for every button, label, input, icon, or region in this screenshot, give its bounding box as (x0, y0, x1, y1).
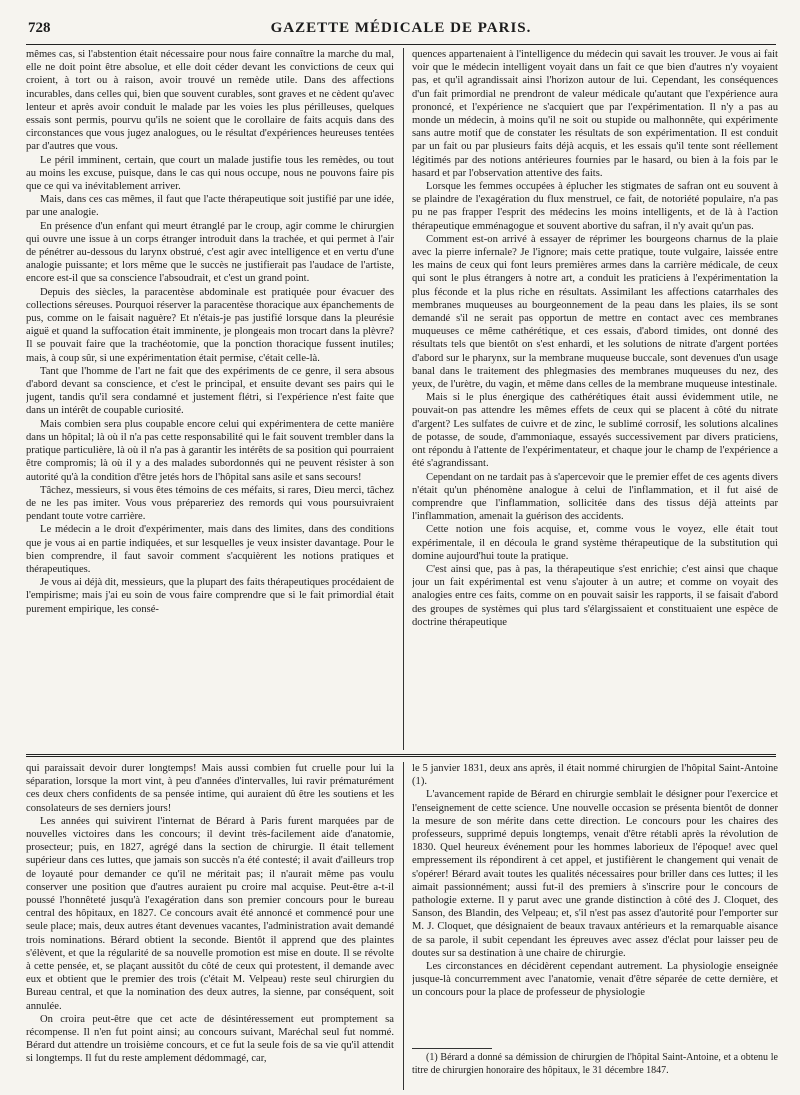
paragraph: Lorsque les femmes occupées à éplucher les stigmates de safran ont eu souvent à se plaindre de l'exagération du flux menstruel, ce fait, de notoriété populaire, n'a pas pu ne pas frapper l'esprit des médecins les moins intelligents, et de là à l'action thérapeutique emménagogue et souvent abortive du safran, il n'y avait qu'un pas. (412, 181, 778, 232)
paragraph: On croira peut-être que cet acte de désintéressement eut promptement sa récompense. Il n'en fut point ainsi; au concours suivant, Maréchal seul fut nommé. Bérard dut attendre un troisième concours, et ce fut la seule fois de sa vie qu'il attendit si longtemps. Il fut du reste amplement dédommagé, car, (26, 1013, 394, 1065)
paragraph: le 5 janvier 1831, deux ans après, il était nommé chirurgien de l'hôpital Saint-Antoine (1). (412, 763, 778, 788)
footnote (412, 1052, 778, 1077)
page-header (26, 14, 776, 45)
paragraph: En présence d'un enfant qui meurt étranglé par le croup, agir comme le chirurgien qui ouvre une issue à un corps étranger introduit dans la trachée, et qui permet à l'air de pénétrer au-dessous du larynx obstrué, c'est agir avec intelligence et en vertu d'une analogie puissante; et lors même que le succès ne justifierait pas l'audace de l'artiste, encore est-il que sa conscience l'absoudrait, et c'est un grand point. (26, 220, 394, 285)
paragraph: Depuis des siècles, la paracentèse abdominale est pratiquée pour évacuer des collections séreuses. Pourquoi réserver la paracentèse thoracique aux épanchements de pus, comme on le faisait naguère? Et n'étais-je pas justifié lorsque dans la pleurésie aiguë et quand la suffocation était imminente, je plongeais mon trocart dans la plèvre? Il se pouvait faire que la trachéotomie, que la ponction thoracique fussent inutiles; mais, à coup sûr, si une expérimentation était permise, c'était celle-là. (26, 286, 394, 364)
paragraph: C'est ainsi que, pas à pas, la thérapeutique s'est enrichie; c'est ainsi que chaque jour un fait expérimental est venu s'ajouter à un autre; et comme on voyait des analogies entre ces faits, comme on en pouvait saisir les rapports, il se faisait d'abord des groupes de systèmes qui plus tard s'élargissaient et constituaient une espèce de doctrine thérapeutique (412, 563, 778, 628)
column-divider (403, 48, 404, 750)
bottom-left-column (26, 762, 394, 1090)
footnote-text: (1) Bérard a donné sa démission de chirurgien de l'hôpital Saint-Antoine, et a obtenu le titre de chirurgien honoraire des hôpitaux, le 31 décembre 1847. (412, 1052, 778, 1076)
paragraph: Le péril imminent, certain, que court un malade justifie tous les remèdes, ou tout au moins les excuse, puisque, dans le cas qui nous occupe, nous ne pouvons faire pis que ce qui va inévitablement arriver. (26, 154, 394, 193)
paragraph: Les circonstances en décidèrent cependant autrement. La physiologie enseignée jusque-là concurremment avec l'anatomie, venait d'être séparée de cette dernière, et un concours pour la place de professeur de physiologie (412, 961, 778, 999)
paragraph: Mais combien sera plus coupable encore celui qui expérimentera de cette manière dans un hôpital; là où il n'a pas cette responsabilité qui le fait souvent trembler dans la pratique particulière, là où il n'a pas à garantir les intérêts de sa position qui pourraient être compromis; là où il y a des malades subordonnés qui ne peuvent résister à son autorité qu'à la condition d'être jetés hors de l'hôpital sans asile et sans secours! (26, 418, 394, 483)
top-left-column (26, 48, 394, 748)
top-right-column (412, 48, 778, 748)
page-number: 728 (28, 20, 51, 36)
paragraph: Cependant on ne tardait pas à s'apercevoir que le premier effet de ces agents divers n'était qu'un phénomène analogue à celui de l'inflammation, et il fut aisé de comprendre que l'inflammation, sollicitée dans des tissus déjà atteints par l'inflammation, amenait la guérison des accidents. (412, 471, 778, 523)
paragraph: L'avancement rapide de Bérard en chirurgie semblait le désigner pour l'exercice et l'enseignement de cette science. Une nouvelle occasion se présenta bientôt de donner la mesure de son mérite dans cette direction. Le concours pour les chaires des professeurs, supprimé depuis longtemps, venait d'être rétabli après la révolution de 1830. Quel heureux événement pour les hommes laborieux de l'époque! avec quel empressement ils répondirent à cet appel, et justifièrent le changement qui venait de s'opérer! Bérard avait toutes les qualités nécessaires pour briller dans ces luttes; il les aimait passionnément; aussi fut-il des premiers à s'inscrire pour le concours de pathologie externe. Il y parut avec une grande distinction à côté des J. Cloquet, des Sanson, des Blandin, des Velpeau; et, s'il n'est pas assez d'autorité pour l'emporter sur M. J. Cloquet, que désignaient de beaux travaux antérieurs et la remarquable aisance de sa parole, il subit cependant les épreuves avec assez d'éclat pour laisser peu de doutes sur sa destination à une chaire de chirurgie. (412, 789, 778, 959)
section-divider (26, 754, 776, 757)
paragraph: Tant que l'homme de l'art ne fait que des expériments de ce genre, il sera absous d'abord devant sa conscience, et c'est le principal, et ensuite devant ses pairs qui le jugent, tandis qu'il sera condamné et justement flétri, si l'expérience n'est faite que dans un intérêt de coupable curiosité. (26, 365, 394, 417)
journal-title: GAZETTE MÉDICALE DE PARIS. (270, 20, 532, 36)
paragraph: Mais, dans ces cas mêmes, il faut que l'acte thérapeutique soit justifié par une idée, par une analogie. (26, 194, 394, 219)
paragraph: Cette notion une fois acquise, et, comme vous le voyez, elle était tout expérimentale, il en découla le grand système thérapeutique de la substitution qui domine aujourd'hui toute la pratique. (412, 524, 778, 562)
column-divider (403, 762, 404, 1090)
paragraph: Tâchez, messieurs, si vous êtes témoins de ces méfaits, si rares, Dieu merci, tâchez de ne les pas imiter. Vous vous prépareriez des remords qui vous poursuivraient pendant toute votre carrière. (26, 484, 394, 523)
footnote-rule (412, 1048, 492, 1049)
paragraph: Le médecin a le droit d'expérimenter, mais dans des limites, dans des conditions que je vous ai en partie indiquées, et sur lesquelles je veux insister davantage. Pour le bien comprendre, il faut savoir comment s'acquièrent les notions pratiques et thérapeutiques. (26, 524, 394, 575)
paragraph: Comment est-on arrivé à essayer de réprimer les bourgeons charnus de la plaie avec la pierre infernale? Je l'ignore; mais cette pratique, toute vulgaire, laissée entre les mains de ceux qui font leurs premières armes dans la carrière médicale, de ceux qui sont le plus étrangers à notre art, a conduit les praticiens à l'expérimentation la plus féconde et la plus riche en résultats. Assimilant les affections catarrhales des membranes muqueuses au bourgeonnement de la peau dans les plaies, ils se sont demandé s'il ne serait pas opportun de mettre en contact avec ces membranes muqueuses ce même cathérétique, et ces essais, d'abord timides, ont donné des résultats tels que bientôt on s'est enhardi, et les solutions de nitrate d'argent portées d'abord sur le pharynx, sur la membrane muqueuse buccale, sont devenues d'un usage banal dans le traitement des phlegmasies des membranes muqueuses du nez, des yeux, de l'urètre, du vagin, et même dans celles de la membrane muqueuse intestinale. (412, 233, 778, 391)
paragraph: mêmes cas, si l'abstention était nécessaire pour nous faire connaître la marche du mal, elle ne doit point être absolue, et elle doit céder devant les convictions de ceux qui croient, à tort ou à raison, avoir trouvé un remède utile. Dans des affections incurables, dans celles qui, bien que souvent curables, sont graves et ne cèdent qu'avec lenteur et après avoir conduit le malade par les voies les plus périlleuses, quelques essais sont permis, pourvu qu'ils ne soient que le corollaire de faits acquis dans des circonstances que vous jugez analogues, ou le résultat d'expériences heureuses tentées par d'autres que vous. (26, 49, 394, 153)
paragraph: qui paraissait devoir durer longtemps! Mais aussi combien fut cruelle pour lui la séparation, lorsque la mort vint, à peu d'années d'intervalles, lui ravir prématurément ces deux chers confidents de sa pensée intime, qui auraient dû être les soutiens et les consolateurs de ses derniers jours! (26, 763, 394, 814)
paragraph: Je vous ai déjà dit, messieurs, que la plupart des faits thérapeutiques procédaient de l'empirisme; mais j'ai eu soin de vous faire comprendre que si le fait primordial était purement empirique, les consé- (26, 577, 394, 615)
paragraph: quences appartenaient à l'intelligence du médecin qui savait les trouver. Je vous ai fait voir que le médecin intelligent voyait dans un fait ce que bien d'autres n'y voyaient pas, et qu'il agrandissait ainsi l'horizon autour de lui. Cependant, les conséquences d'un fait primordial ne prendront de valeur médicale qu'autant que l'expérience aura prononcé, et l'expérience ne s'acquiert que par l'expérimentation. Il n'y a pas au monde un médecin, à moins qu'il ne soit ou stupide ou malhonnête, qui expérimente sans autre motif que de constater les résultats de son expérimentation. Il est conduit par un fait ou par plusieurs faits déjà acquis, et les essais qu'il tente sont réellement légitimés par des notions antérieures fournies par le hasard, ou bien à la fois par le hasard et par l'observation attentive des faits. (412, 49, 778, 179)
paragraph: Les années qui suivirent l'internat de Bérard à Paris furent marquées par de nouvelles victoires dans les concours; il devint très-facilement aide d'anatomie, prosecteur; puis, en 1827, agrégé dans la section de chirurgie. Il était tellement supérieur dans ces luttes, que jamais son succès n'a été contesté; il avait d'ailleurs trop de loyauté pour demander ce qu'il ne méritait pas; il n'aurait même pas voulu conserver une position que d'autres auraient pu croire mal acquise. Peut-être a-t-il poussé l'honnêteté jusqu'à l'exagération dans son premier concours pour le bureau central des hôpitaux, en 1827. Ce concours avait été annoncé et commencé pour une seule place; mais, deux autres étant devenues vacantes, l'administration avait demandé trois nominations. Bérard obtient la seconde. Bientôt il apprend que des plaintes s'élèvent, et que la régularité de sa nouvelle promotion est mise en doute. Il se révolte à cette pensée, et, se plaçant aussitôt du côté de ceux qui protestent, il demande avec eux et obtient que le premier des trois (c'était M. Velpeau) reste seul chirurgien du Bureau central, et que la nomination des deux autres, la sienne, par conséquent, soit annulée. (26, 815, 394, 1012)
paragraph: Mais si le plus énergique des cathérétiques était aussi évidemment utile, ne pouvait-on pas attendre les mêmes effets de ceux qui se placent à côté du nitrate d'argent? Les sulfates de cuivre et de zinc, le sublimé corrosif, les solutions alcalines de potasse, de soude, d'ammoniaque, essayés successivement par divers praticiens, ont répondu à l'attente de l'expérimentateur, et chaque jour le champ de l'expérience a été s'agrandissant. (412, 392, 778, 470)
bottom-right-column (412, 762, 778, 1042)
